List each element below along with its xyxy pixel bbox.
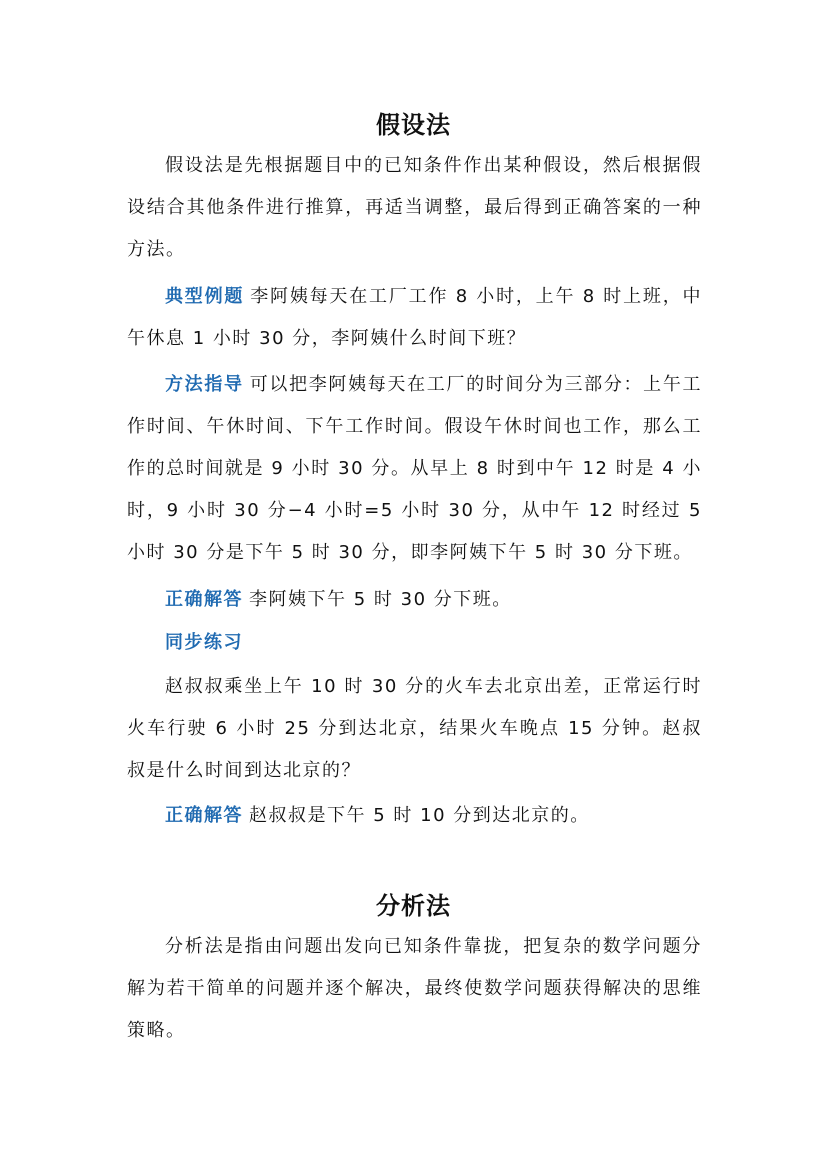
method-paragraph <box>127 364 702 574</box>
practice-label: 同步练习 <box>165 632 243 653</box>
answer-label-2: 正确解答 <box>165 805 243 826</box>
section-title-analysis: 分析法 <box>376 892 451 920</box>
practice-heading-paragraph <box>127 622 702 664</box>
answer-paragraph-1 <box>127 579 702 621</box>
answer-text-1: 李阿姨下午 5 时 30 分下班。 <box>249 589 512 610</box>
example-label: 典型例题 <box>165 286 245 307</box>
assumption-intro: 假设法是先根据题目中的已知条件作出某种假设，然后根据假设结合其他条件进行推算，再适当调整，最后得到正确答案的一种方法。 <box>127 155 702 260</box>
example-paragraph <box>127 276 702 360</box>
section-title-assumption: 假设法 <box>376 111 451 139</box>
practice-text: 赵叔叔乘坐上午 10 时 30 分的火车去北京出差，正常运行时火车行驶 6 小时 25 分到达北京，结果火车晚点 15 分钟。赵叔叔是什么时间到达北京的？ <box>127 676 702 781</box>
method-label: 方法指导 <box>165 374 244 395</box>
analysis-intro: 分析法是指由问题出发向已知条件靠拢，把复杂的数学问题分解为若干简单的问题并逐个解决，最终使数学问题获得解决的思维策略。 <box>127 936 702 1041</box>
answer-paragraph-2 <box>127 795 702 837</box>
answer-text-2: 赵叔叔是下午 5 时 10 分到达北京的。 <box>249 805 590 826</box>
answer-label-1: 正确解答 <box>165 589 243 610</box>
method-text: 可以把李阿姨每天在工厂的时间分为三部分：上午工作时间、午休时间、下午工作时间。假设午休时间也工作，那么工作的总时间就是 9 小时 30 分。从早上 8 时到中午 12 时是 4 小时，9 小时 30 分−4 小时=5 小时 30 分，从中午 12 时经过 5 小时 30 分是下午 5 时 30 分，即李阿姨下午 5 时 30 分下班。 <box>127 374 703 563</box>
example-text: 李阿姨每天在工厂工作 8 小时，上午 8 时上班，中午休息 1 小时 30 分，李阿姨什么时间下班？ <box>127 286 702 349</box>
